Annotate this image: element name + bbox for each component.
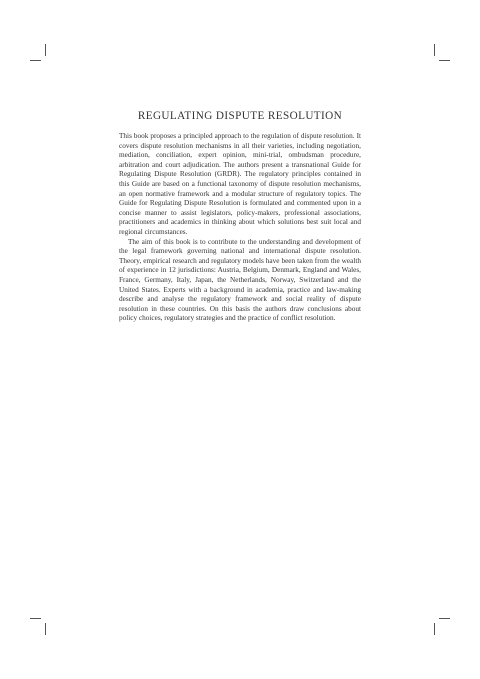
- crop-mark: [439, 618, 450, 619]
- blurb-body: [119, 132, 361, 324]
- page-title: REGULATING DISPUTE RESOLUTION: [137, 110, 343, 122]
- crop-mark: [30, 618, 41, 619]
- paragraph: The aim of this book is to contribute to the understanding and development of the legal framework governing national and international dispute resolution. Theory, empirical research and regulatory models have been taken from the wealth of experience in 12 jurisdictions: Austria, Belgium, Denmark, England and Wales, France, Germany, Italy, Japan, the Netherlands, Norway, Switzerland and the United States. Experts with a background in academia, practice and law-making describe and analyse the regulatory framework and social reality of dispute resolution in these countries. On this basis the authors draw conclusions about policy choices, regulatory strategies and the practice of conflict resolution.: [119, 237, 361, 323]
- crop-mark: [439, 60, 450, 61]
- crop-mark: [45, 623, 46, 635]
- crop-mark: [45, 44, 46, 56]
- crop-mark: [434, 44, 435, 56]
- crop-mark: [434, 623, 435, 635]
- crop-mark: [30, 60, 41, 61]
- paragraph: This book proposes a principled approach to the regulation of dispute resolution. It covers dispute resolution mechanisms in all their varieties, including negotiation, mediation, conciliation, expert opinion, mini-trial, ombudsman procedure, arbitration and court adjudication. The authors present a transnational Guide for Regulating Dispute Resolution (GRDR). The regulatory principles contained in this Guide are based on a functional taxonomy of dispute resolution mechanisms, an open normative framework and a modular structure of regulatory topics. The Guide for Regulating Dispute Resolution is formulated and commented upon in a concise manner to assist legislators, policy-makers, professional associations, practitioners and academics in thinking about which solutions best suit local and regional circumstances.: [119, 132, 361, 236]
